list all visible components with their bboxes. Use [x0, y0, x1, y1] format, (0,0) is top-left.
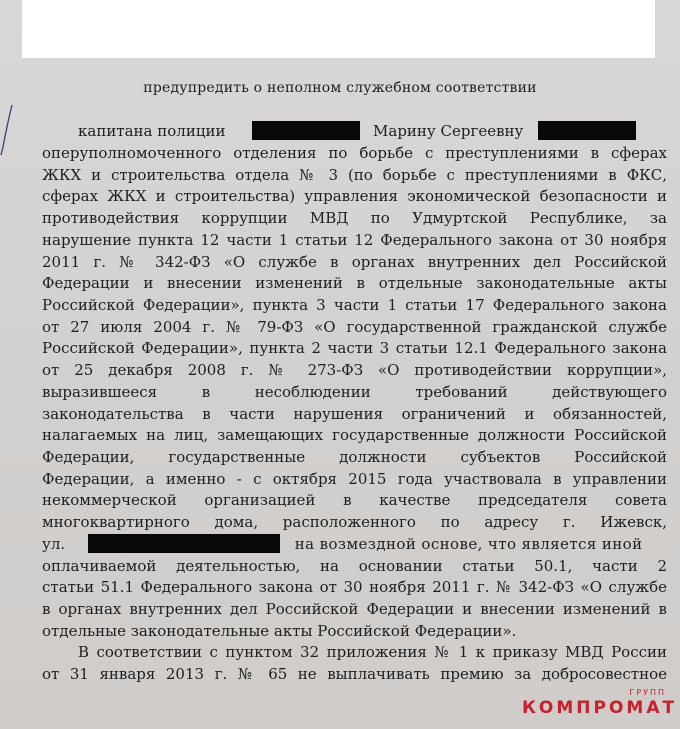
text-line: сферах ЖКХ и строительства) управления экономической безопасности и	[42, 187, 667, 205]
text-line: налагаемых на лиц, замещающих государственные должности Российской	[42, 426, 667, 444]
text-line	[78, 121, 668, 141]
text-line: В соответствии с пунктом 32 приложения № 1 к приказу МВД России	[78, 643, 667, 661]
text-line: Федерации, государственные должности субъектов Российской	[42, 448, 667, 466]
text-line: в органах внутренних дел Российской Федерации и внесении изменений в	[42, 600, 667, 618]
document-heading: предупредить о неполном служебном соответствии	[143, 80, 537, 96]
text-line: противодействия коррупции МВД по Удмуртской Республике, за	[42, 209, 667, 227]
watermark-title: КОМПРОМАТ	[522, 698, 678, 718]
rank-text: капитана полиции	[78, 122, 226, 140]
redaction-white-box	[22, 0, 655, 58]
redaction-bar	[252, 121, 360, 140]
street-prefix: ул.	[42, 535, 66, 553]
text-line: отдельные законодательные акты Российской Федерации».	[42, 622, 517, 640]
text-line: Федерации и внесении изменений в отдельные законодательные акты	[42, 274, 667, 292]
text-line: Федерации, а именно - с октября 2015 года участвовала в управлении	[42, 470, 667, 488]
text-line: ЖКХ и строительства отдела № 3 (по борьбе с преступлениями в ФКС,	[42, 166, 667, 184]
text-line: от 31 января 2013 г. № 65 не выплачивать премию за добросовестное	[42, 665, 667, 683]
text-line: оперуполномоченного отделения по борьбе с преступлениями в сферах	[42, 144, 667, 162]
text-line: многоквартирного дома, расположенного по адресу г. Ижевск,	[42, 513, 667, 531]
text-line: нарушение пункта 12 части 1 статьи 12 Федерального закона от 30 ноября	[42, 231, 667, 249]
text-line: от 25 декабря 2008 г. № 273-ФЗ «О противодействии коррупции»,	[42, 361, 667, 379]
text-line: Российской Федерации», пункта 2 части 3 статьи 12.1 Федерального закона	[42, 339, 667, 357]
watermark-logo	[522, 688, 678, 722]
redaction-bar	[538, 121, 636, 140]
text-line: некоммерческой организацией в качестве председателя совета	[42, 491, 667, 509]
text-line: Российской Федерации», пункта 3 части 1 статьи 17 Федерального закона	[42, 296, 667, 314]
text-fragment: на возмездной основе, что является иной	[294, 535, 643, 553]
text-line: статьи 51.1 Федерального закона от 30 ноября 2011 г. № 342-ФЗ «О службе	[42, 578, 667, 596]
text-line: от 27 июля 2004 г. № 79-ФЗ «О государственной гражданской службе	[42, 318, 667, 336]
watermark-subtitle: ГРУПП	[629, 688, 666, 697]
text-line: законодательства в части нарушения ограничений и обязанностей,	[42, 405, 667, 423]
text-line: 2011 г. № 342-ФЗ «О службе в органах внутренних дел Российской	[42, 253, 667, 271]
redaction-bar	[88, 534, 280, 553]
pen-mark	[0, 103, 16, 157]
name-text: Марину Сергеевну	[373, 122, 524, 140]
text-line	[42, 534, 667, 554]
text-line: выразившееся в несоблюдении требований действующего	[42, 383, 667, 401]
text-line: оплачиваемой деятельностью, на основании статьи 50.1, части 2	[42, 557, 667, 575]
